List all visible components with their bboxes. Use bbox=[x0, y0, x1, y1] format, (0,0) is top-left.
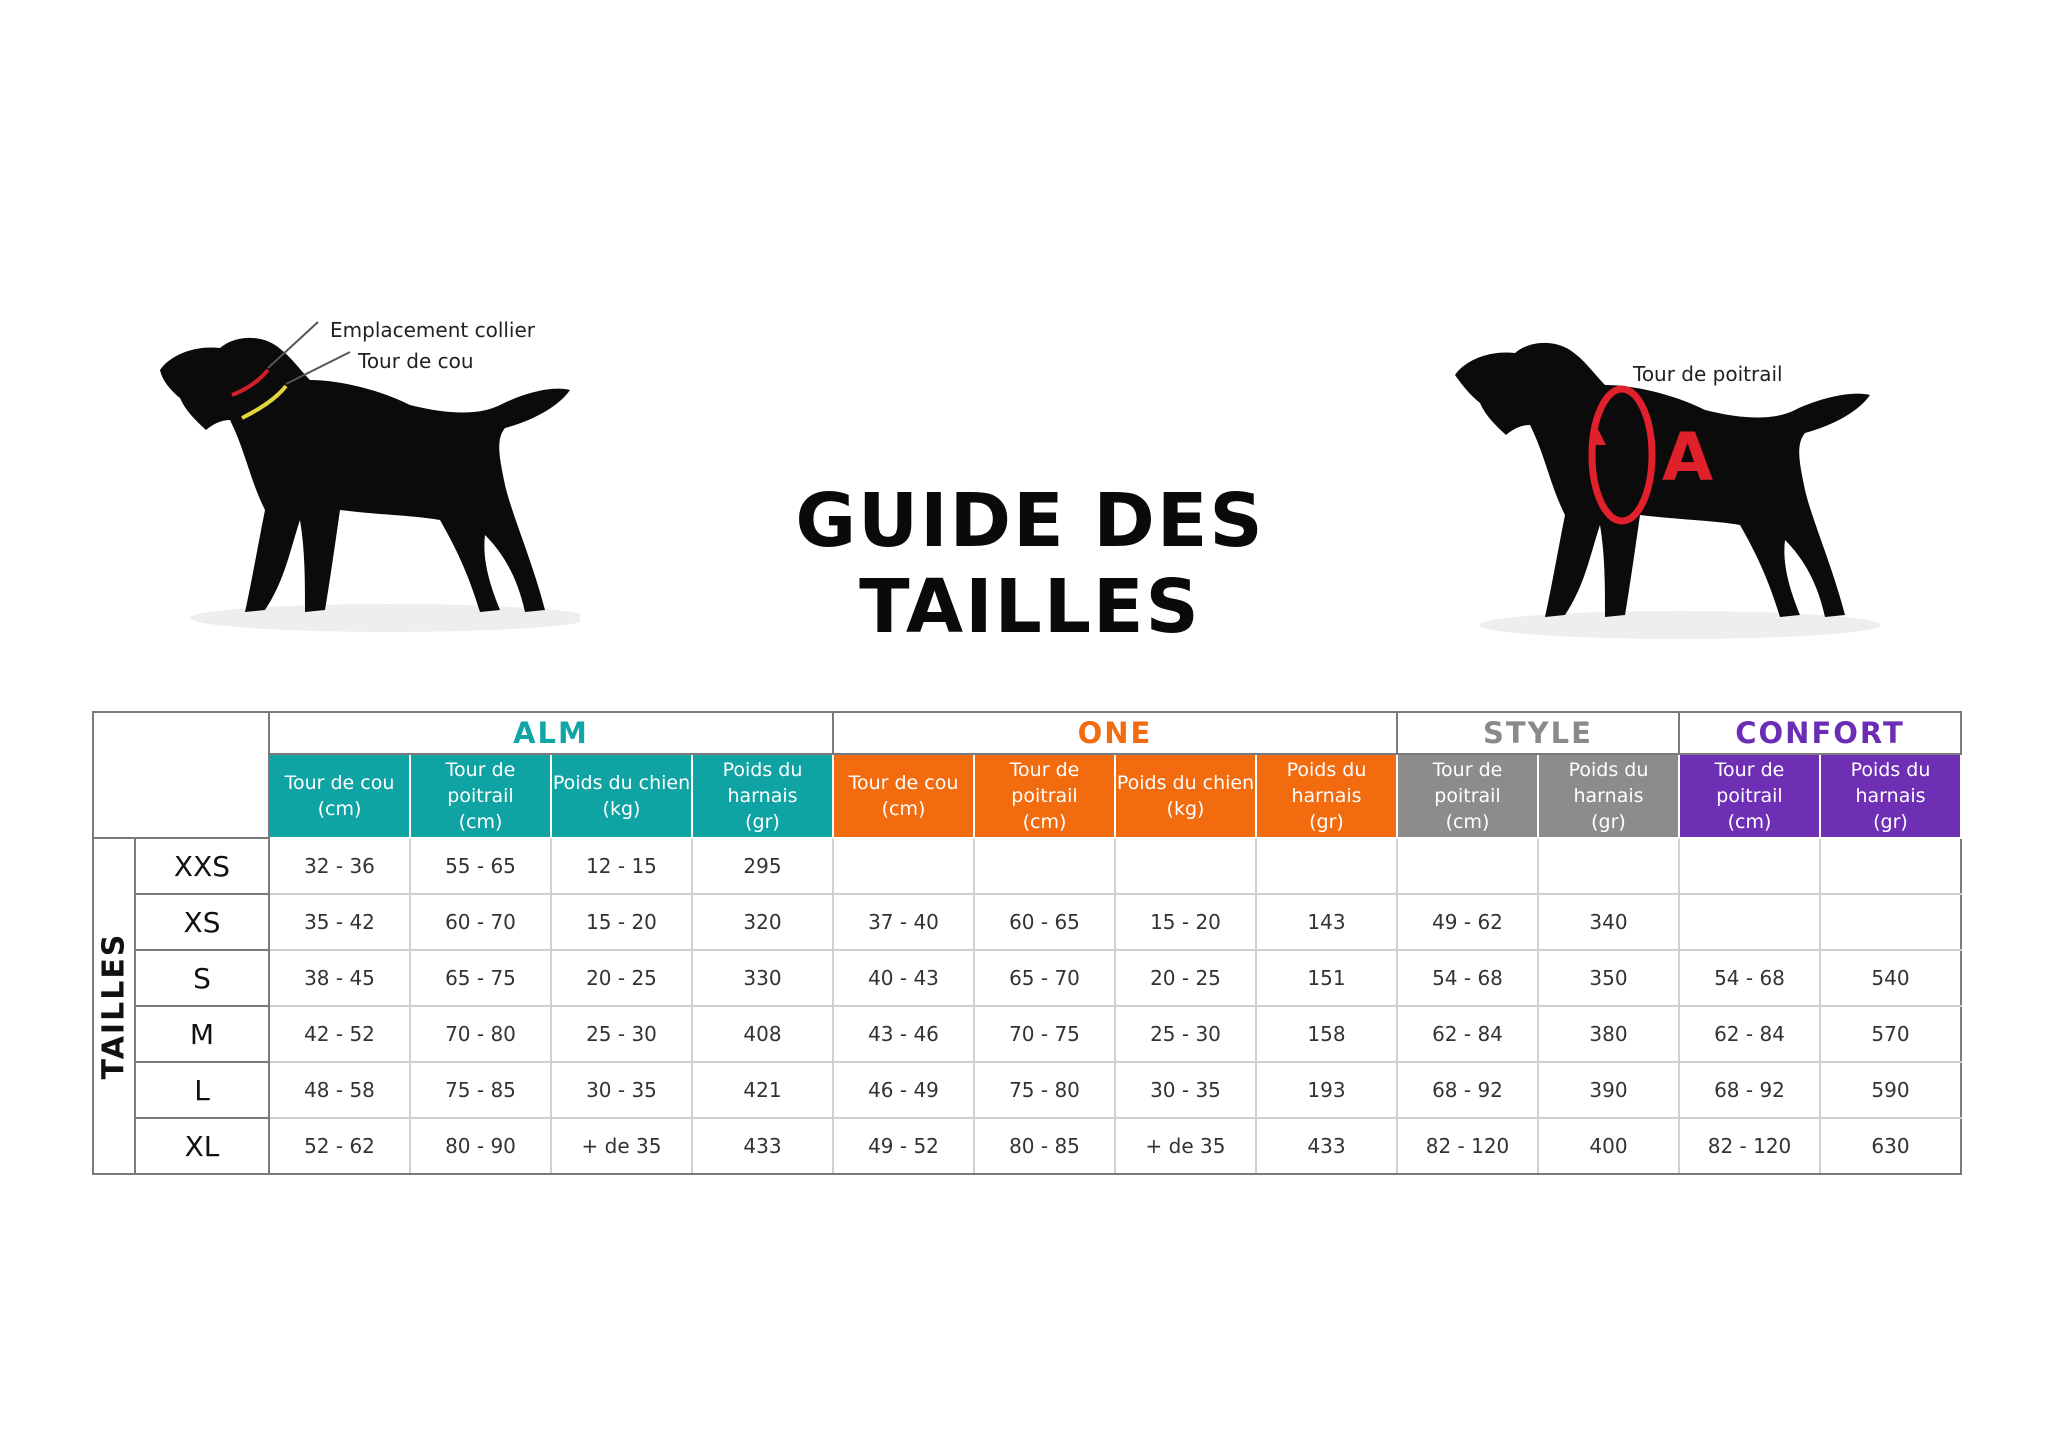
table-cell: 82 - 120 bbox=[1397, 1118, 1538, 1174]
table-cell: 49 - 62 bbox=[1397, 894, 1538, 950]
table-cell: 570 bbox=[1820, 1006, 1961, 1062]
table-row bbox=[93, 894, 1961, 950]
table-cell bbox=[1256, 838, 1397, 894]
column-header: Poids du chien (kg) bbox=[1115, 754, 1256, 838]
table-cell bbox=[1820, 838, 1961, 894]
table-cell: 390 bbox=[1538, 1062, 1679, 1118]
table-cell: 43 - 46 bbox=[833, 1006, 974, 1062]
table-cell: 350 bbox=[1538, 950, 1679, 1006]
table-cell: 590 bbox=[1820, 1062, 1961, 1118]
table-cell bbox=[974, 838, 1115, 894]
table-cell: 80 - 90 bbox=[410, 1118, 551, 1174]
table-cell bbox=[1679, 838, 1820, 894]
column-header: Poids du harnais (gr) bbox=[1256, 754, 1397, 838]
sizes-row-header bbox=[93, 838, 135, 1174]
chest-size-label: Tour de poitrail bbox=[1633, 362, 1783, 386]
table-row bbox=[93, 838, 1961, 894]
table-cell: 55 - 65 bbox=[410, 838, 551, 894]
table-row bbox=[93, 950, 1961, 1006]
collar-location-label: Emplacement collier bbox=[330, 318, 536, 342]
table-cell: 42 - 52 bbox=[269, 1006, 410, 1062]
table-cell: + de 35 bbox=[1115, 1118, 1256, 1174]
size-label: XXS bbox=[135, 838, 269, 894]
table-cell: 48 - 58 bbox=[269, 1062, 410, 1118]
table-cell: 25 - 30 bbox=[551, 1006, 692, 1062]
table-cell: 62 - 84 bbox=[1679, 1006, 1820, 1062]
table-cell: 408 bbox=[692, 1006, 833, 1062]
table-cell: 295 bbox=[692, 838, 833, 894]
table-cell: 75 - 80 bbox=[974, 1062, 1115, 1118]
table-cell: 65 - 70 bbox=[974, 950, 1115, 1006]
table-cell: 421 bbox=[692, 1062, 833, 1118]
table-cell: 540 bbox=[1820, 950, 1961, 1006]
column-header: Tour de poitrail (cm) bbox=[1397, 754, 1538, 838]
size-label: L bbox=[135, 1062, 269, 1118]
table-cell: 12 - 15 bbox=[551, 838, 692, 894]
table-corner bbox=[93, 712, 269, 838]
table-cell: 20 - 25 bbox=[1115, 950, 1256, 1006]
table-cell: 143 bbox=[1256, 894, 1397, 950]
table-cell: 46 - 49 bbox=[833, 1062, 974, 1118]
table-cell bbox=[1538, 838, 1679, 894]
group-header-style: STYLE bbox=[1397, 712, 1679, 754]
table-cell bbox=[1679, 894, 1820, 950]
table-cell: 68 - 92 bbox=[1397, 1062, 1538, 1118]
table-cell: 82 - 120 bbox=[1679, 1118, 1820, 1174]
table-cell: 37 - 40 bbox=[833, 894, 974, 950]
table-cell: 40 - 43 bbox=[833, 950, 974, 1006]
size-label: XL bbox=[135, 1118, 269, 1174]
table-cell: 30 - 35 bbox=[1115, 1062, 1256, 1118]
table-cell: 380 bbox=[1538, 1006, 1679, 1062]
chest-badge: A bbox=[1662, 419, 1714, 496]
table-cell bbox=[1820, 894, 1961, 950]
table-cell: 20 - 25 bbox=[551, 950, 692, 1006]
table-cell: 15 - 20 bbox=[551, 894, 692, 950]
table-cell: 433 bbox=[692, 1118, 833, 1174]
table-cell: 30 - 35 bbox=[551, 1062, 692, 1118]
table-cell: 80 - 85 bbox=[974, 1118, 1115, 1174]
table-cell: 62 - 84 bbox=[1397, 1006, 1538, 1062]
column-header: Tour de poitrail (cm) bbox=[410, 754, 551, 838]
group-header-one: ONE bbox=[833, 712, 1397, 754]
column-header: Poids du harnais (gr) bbox=[692, 754, 833, 838]
column-header: Tour de cou (cm) bbox=[833, 754, 974, 838]
table-cell: 70 - 75 bbox=[974, 1006, 1115, 1062]
column-header: Tour de poitrail (cm) bbox=[974, 754, 1115, 838]
neck-size-label: Tour de cou bbox=[358, 349, 474, 373]
table-cell: 35 - 42 bbox=[269, 894, 410, 950]
column-header: Tour de poitrail (cm) bbox=[1679, 754, 1820, 838]
table-cell: + de 35 bbox=[551, 1118, 692, 1174]
size-label: XS bbox=[135, 894, 269, 950]
table-row bbox=[93, 1006, 1961, 1062]
table-row bbox=[93, 1062, 1961, 1118]
table-cell: 340 bbox=[1538, 894, 1679, 950]
table-cell: 65 - 75 bbox=[410, 950, 551, 1006]
column-header: Poids du harnais (gr) bbox=[1538, 754, 1679, 838]
sizes-label: TAILLES bbox=[96, 932, 132, 1080]
table-cell: 38 - 45 bbox=[269, 950, 410, 1006]
table-cell: 151 bbox=[1256, 950, 1397, 1006]
table-cell: 54 - 68 bbox=[1397, 950, 1538, 1006]
size-label: M bbox=[135, 1006, 269, 1062]
column-header: Poids du harnais (gr) bbox=[1820, 754, 1961, 838]
table-cell: 70 - 80 bbox=[410, 1006, 551, 1062]
table-cell: 15 - 20 bbox=[1115, 894, 1256, 950]
table-cell: 330 bbox=[692, 950, 833, 1006]
table-cell: 630 bbox=[1820, 1118, 1961, 1174]
table-cell: 60 - 65 bbox=[974, 894, 1115, 950]
table-cell: 49 - 52 bbox=[833, 1118, 974, 1174]
table-cell bbox=[833, 838, 974, 894]
table-cell bbox=[1397, 838, 1538, 894]
table-cell: 193 bbox=[1256, 1062, 1397, 1118]
table-cell: 68 - 92 bbox=[1679, 1062, 1820, 1118]
table-cell: 400 bbox=[1538, 1118, 1679, 1174]
group-header-alm: ALM bbox=[269, 712, 833, 754]
table-cell: 54 - 68 bbox=[1679, 950, 1820, 1006]
table-cell: 320 bbox=[692, 894, 833, 950]
table-cell: 32 - 36 bbox=[269, 838, 410, 894]
table-cell: 158 bbox=[1256, 1006, 1397, 1062]
table-cell: 433 bbox=[1256, 1118, 1397, 1174]
table-cell: 75 - 85 bbox=[410, 1062, 551, 1118]
table-cell: 25 - 30 bbox=[1115, 1006, 1256, 1062]
column-header: Tour de cou (cm) bbox=[269, 754, 410, 838]
table-cell bbox=[1115, 838, 1256, 894]
table-cell: 52 - 62 bbox=[269, 1118, 410, 1174]
size-table bbox=[92, 711, 1962, 1175]
table-cell: 60 - 70 bbox=[410, 894, 551, 950]
column-header: Poids du chien (kg) bbox=[551, 754, 692, 838]
page-title: GUIDE DES TAILLES bbox=[795, 478, 1265, 650]
size-label: S bbox=[135, 950, 269, 1006]
group-header-confort: CONFORT bbox=[1679, 712, 1961, 754]
table-row bbox=[93, 1118, 1961, 1174]
